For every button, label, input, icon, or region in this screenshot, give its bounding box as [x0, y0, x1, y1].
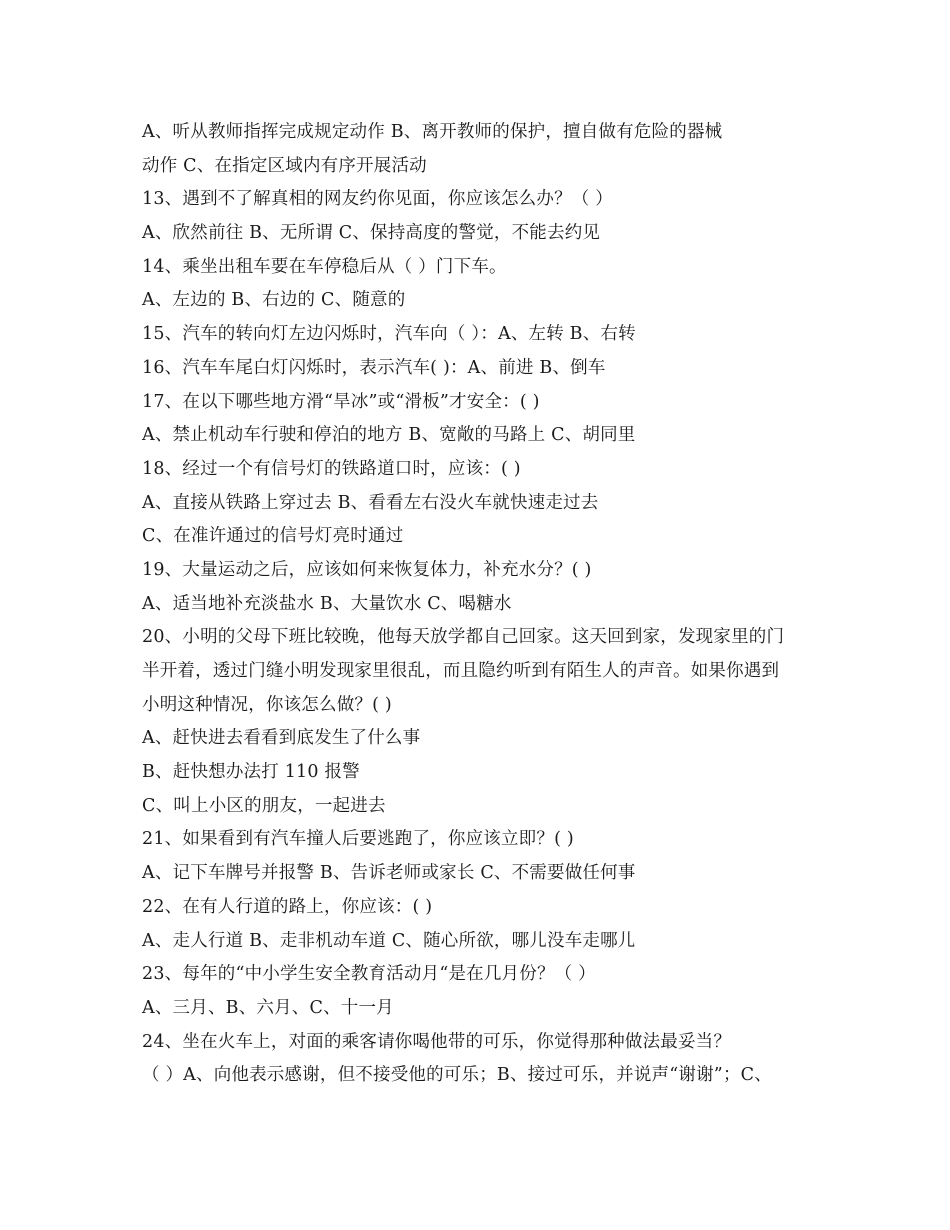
text-line: A、走人行道 B、走非机动车道 C、随心所欲，哪儿没车走哪儿	[142, 930, 636, 951]
text-line: A、赶快进去看看到底发生了什么事	[142, 728, 421, 749]
text-line: A、三月、B、六月、C、十一月	[142, 997, 394, 1018]
text-line: A、禁止机动车行驶和停泊的地方 B、宽敞的马路上 C、胡同里	[142, 425, 636, 446]
text-line: （ ）A、向他表示感谢，但不接受他的可乐；B、接过可乐，并说声“谢谢”；C、	[142, 1065, 772, 1086]
text-line: A、左边的 B、右边的 C、随意的	[142, 290, 406, 311]
document-body	[142, 116, 832, 1093]
question-16: 16、汽车车尾白灯闪烁时，表示汽车( )：A、前进 B、倒车	[142, 357, 606, 378]
question-22: 22、在有人行道的路上，你应该：( )	[142, 896, 433, 917]
question-19: 19、大量运动之后，应该如何来恢复体力，补充水分？( )	[142, 559, 592, 580]
question-21: 21、如果看到有汽车撞人后要逃跑了，你应该立即？( )	[142, 829, 574, 850]
text-line: 半开着，透过门缝小明发现家里很乱，而且隐约听到有陌生人的声音。如果你遇到	[142, 661, 780, 681]
question-18: 18、经过一个有信号灯的铁路道口时，应该：( )	[142, 458, 521, 479]
text-line: B、赶快想办法打 110 报警	[142, 762, 360, 783]
question-20: 20、小明的父母下班比较晚，他每天放学都自己回家。这天回到家，发现家里的门	[142, 627, 785, 648]
question-23: 23、每年的“中小学生安全教育活动月“是在几月份？（ ）	[142, 964, 596, 985]
text-line: 小明这种情况，你该怎么做？( )	[142, 694, 392, 715]
text-line: A、直接从铁路上穿过去 B、看看左右没火车就快速走过去	[142, 492, 599, 513]
text-line: C、在准许通过的信号灯亮时通过	[142, 526, 404, 547]
text-line: A、适当地补充淡盐水 B、大量饮水 C、喝糖水	[142, 593, 512, 614]
text-line: A、听从教师指挥完成规定动作 B、离开教师的保护，擅自做有危险的器械	[142, 122, 723, 142]
question-17: 17、在以下哪些地方滑“旱冰”或“滑板”才安全：( )	[142, 391, 540, 412]
question-24: 24、坐在火车上，对面的乘客请你喝他带的可乐，你觉得那种做法最妥当？	[142, 1031, 732, 1052]
question-14: 14、乘坐出租车要在车停稳后从（ ）门下车。	[142, 256, 507, 277]
text-line: A、欣然前往 B、无所谓 C、保持高度的警觉，不能去约见	[142, 223, 601, 244]
text-line: C、叫上小区的朋友，一起进去	[142, 795, 386, 816]
text-line: 动作 C、在指定区域内有序开展活动	[142, 155, 427, 176]
question-13: 13、遇到不了解真相的网友约你见面，你应该怎么办？（ ）	[142, 189, 613, 210]
question-15: 15、汽车的转向灯左边闪烁时，汽车向（ ）：A、左转 B、右转	[142, 324, 636, 345]
text-line: A、记下车牌号并报警 B、告诉老师或家长 C、不需要做任何事	[142, 863, 636, 884]
